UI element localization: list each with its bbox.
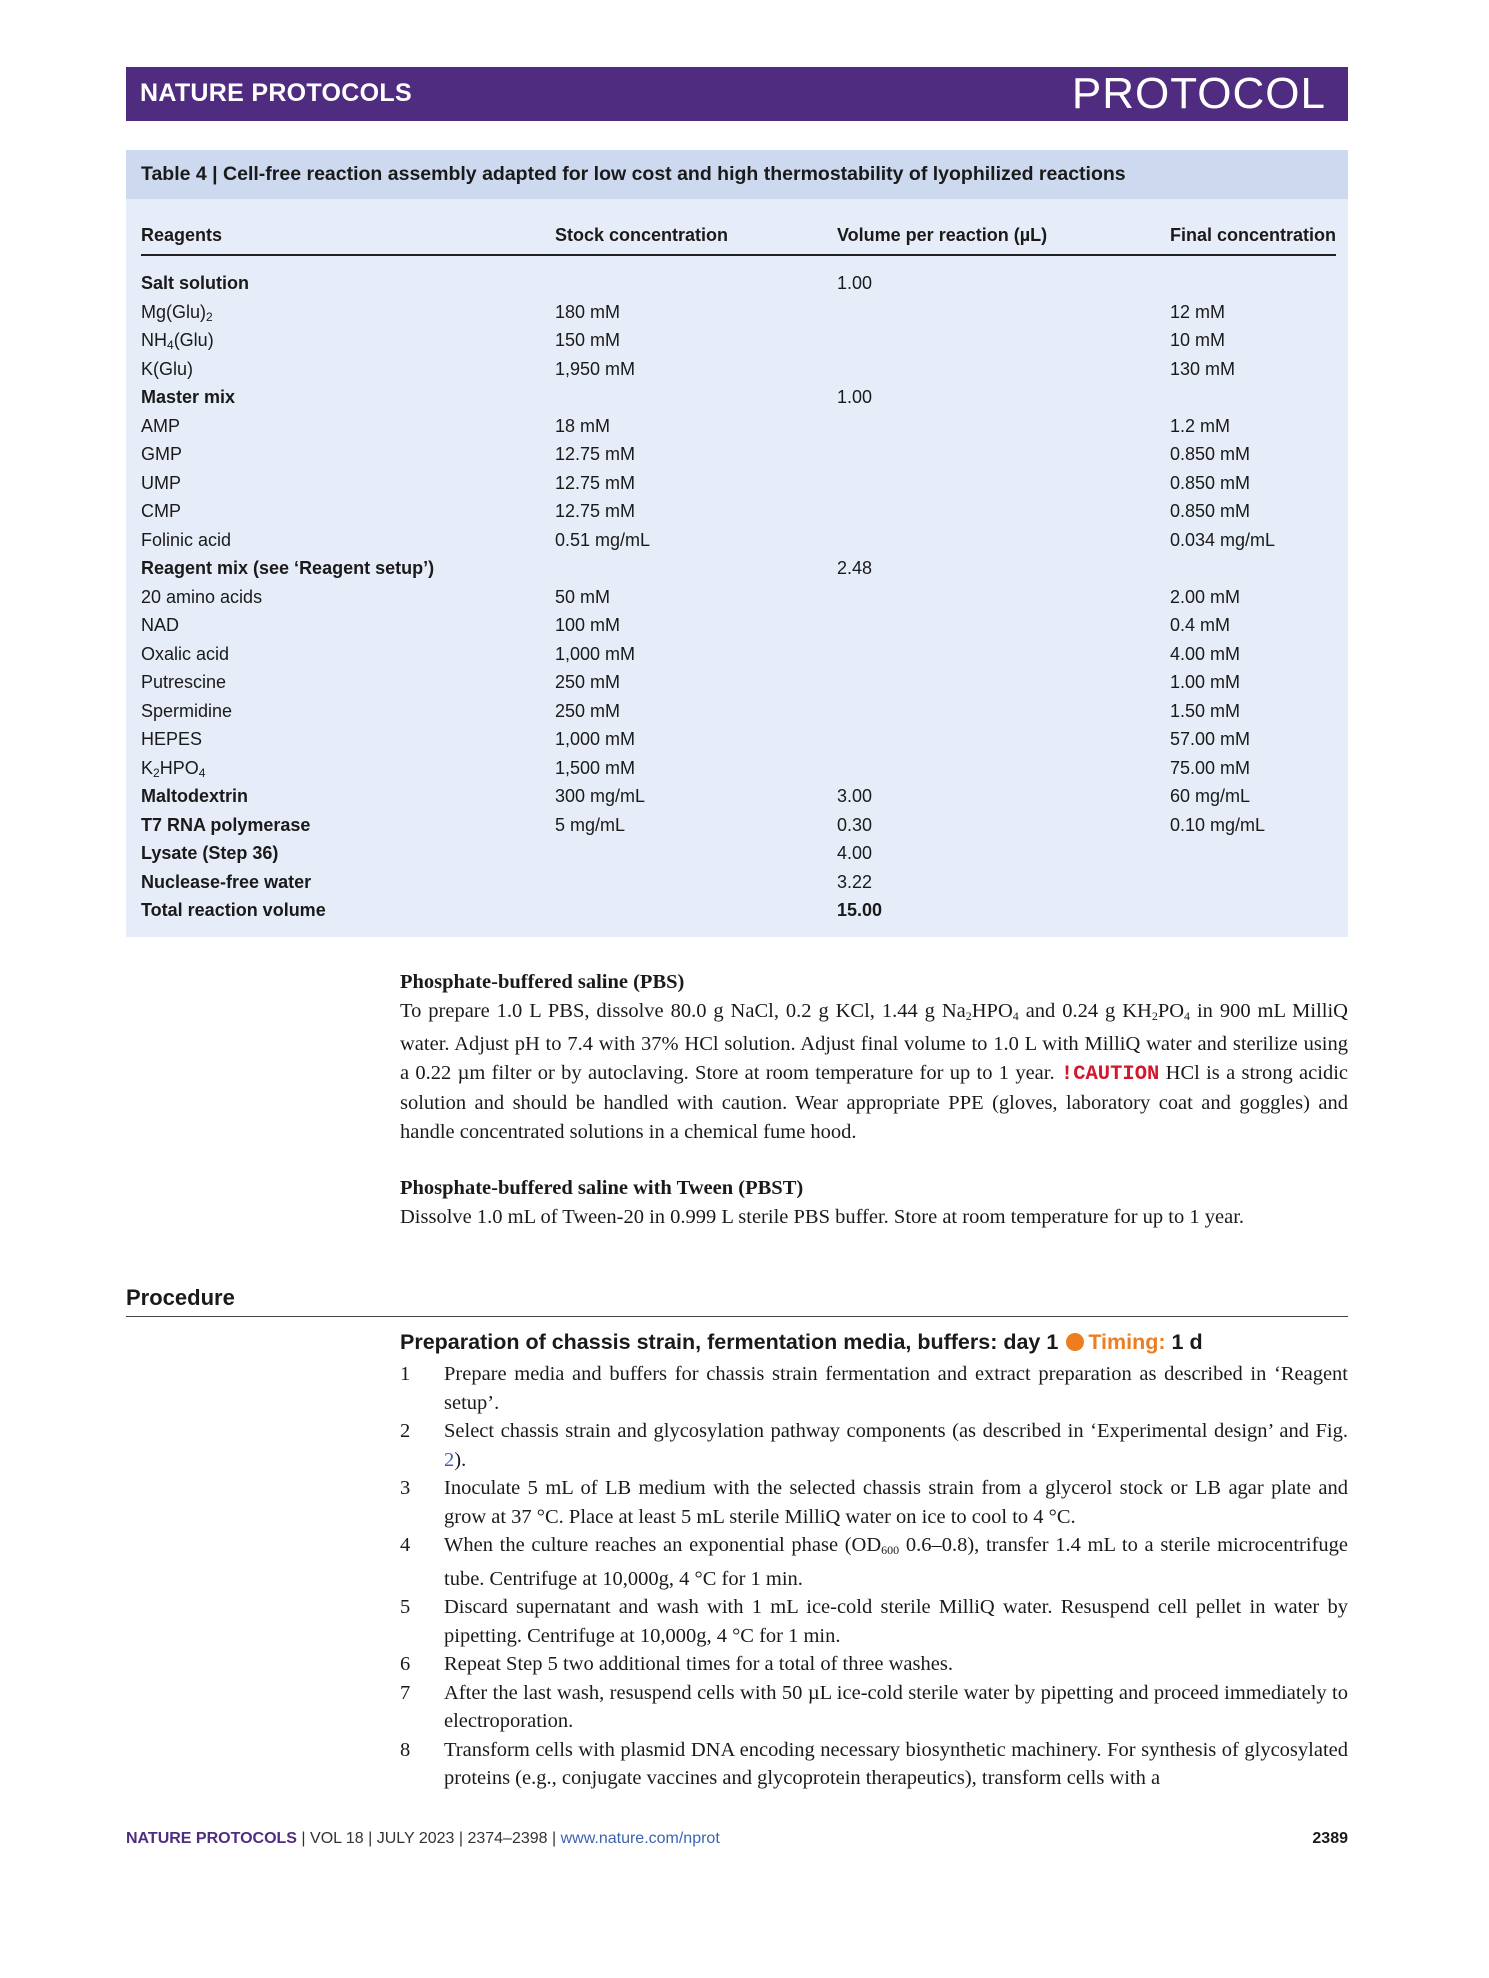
page-number: 2389 [1312, 1830, 1348, 1847]
cell-volume: 0.30 [837, 814, 873, 835]
step-number: 6 [400, 1653, 411, 1675]
page-footer [126, 1830, 1348, 1848]
cell-reagent: K(Glu) [141, 358, 194, 379]
cell-stock: 300 mg/mL [555, 786, 646, 806]
cell-stock: 0.51 mg/mL [555, 529, 651, 550]
procedure-heading: Procedure [126, 1285, 1348, 1317]
pbs-text-part: HCl is a strong acidic solution and should be handled with caution. Wear appropriate PPE (gloves, laboratory coat and goggles) and handle concentrated solutions in a chemical fume hood. [400, 1061, 1348, 1143]
step-text: After the last wash, resuspend cells with 50 µL ice-cold sterile water by pipetting and proceed immediately to electroporation. [444, 1681, 1348, 1732]
cell-stock: 12.75 mM [555, 444, 636, 464]
table-row [126, 470, 1348, 499]
cell-reagent: Folinic acid [141, 529, 232, 550]
figure-link[interactable]: 2 [444, 1448, 455, 1471]
cell-stock: 18 mM [555, 415, 611, 436]
cell-reagent: Reagent mix (see ‘Reagent setup’) [141, 558, 435, 578]
cell-final: 60 mg/mL [1170, 786, 1251, 806]
table-row [126, 897, 1348, 926]
pbs-text-part: in 900 mL MilliQ water. Adjust pH to 7.4 with 37% HCl solution. Adjust final volume to 1.0 L with MilliQ water and sterilize using a 0.22 µm filter or by autoclaving. Store at room temperature for up to 1 year. [400, 999, 1348, 1084]
table-row [126, 270, 1348, 299]
pbs-text-part: To prepare 1.0 L PBS, dissolve 80.0 g NaCl, 0.2 g KCl, 1.44 g Na [400, 999, 966, 1022]
table-row [126, 498, 1348, 527]
table-row [126, 527, 1348, 556]
step-text: Repeat Step 5 two additional times for a total of three washes. [444, 1653, 953, 1675]
step-number: 2 [400, 1420, 411, 1442]
cell-final: 0.10 mg/mL [1170, 814, 1266, 835]
column-header-final: Final concentration [1170, 225, 1337, 245]
table-4 [126, 150, 1348, 937]
table-row [126, 669, 1348, 698]
cell-final: 10 mM [1170, 330, 1226, 350]
timing-label: Timing: [1088, 1330, 1166, 1354]
cell-stock: 12.75 mM [555, 501, 636, 521]
cell-reagent: AMP [141, 415, 181, 436]
subscript: 600 [881, 1543, 900, 1557]
cell-final: 1.50 mM [1170, 700, 1241, 721]
step-number: 1 [400, 1363, 411, 1385]
pbs-text-part: HPO [971, 999, 1013, 1022]
table-row [126, 441, 1348, 470]
step-text: Inoculate 5 mL of LB medium with the selected chassis strain from a glycerol stock or LB agar plate and grow at 37 °C. Place at least 5 mL sterile MilliQ water on ice to cool to 4 °C. [444, 1477, 1348, 1528]
cell-reagent: Nuclease-free water [141, 871, 312, 892]
cell-stock: 250 mM [555, 700, 621, 721]
cell-reagent: CMP [141, 501, 181, 521]
cell-final: 0.4 mM [1170, 615, 1231, 635]
step-text: Prepare media and buffers for chassis strain fermentation and extract preparation as described in ‘Reagent setup’. [444, 1363, 1348, 1414]
table-row [126, 555, 1348, 584]
cell-final: 4.00 mM [1170, 643, 1241, 664]
cell-volume: 3.00 [837, 786, 873, 806]
table-row [126, 384, 1348, 413]
procedure-step [400, 1650, 1348, 1679]
footer-journal: NATURE PROTOCOLS [126, 1830, 297, 1847]
cell-reagent: T7 RNA polymerase [141, 814, 311, 835]
table-row [126, 612, 1348, 641]
cell-stock: 12.75 mM [555, 472, 636, 493]
reagent-setup-pbs [400, 968, 1348, 1231]
table-row [126, 356, 1348, 385]
footer-citation: | VOL 18 | JULY 2023 | 2374–2398 | [296, 1830, 561, 1847]
step-number: 7 [400, 1681, 411, 1704]
table-row [126, 726, 1348, 755]
table-row [126, 755, 1348, 784]
cell-reagent: Spermidine [141, 700, 233, 721]
table-row [126, 812, 1348, 841]
column-header-volume: Volume per reaction (µL) [837, 225, 1048, 245]
cell-reagent: NAD [141, 615, 180, 635]
procedure-step [400, 1736, 1348, 1793]
step-number: 8 [400, 1738, 411, 1761]
cell-final: 0.034 mg/mL [1170, 529, 1276, 550]
cell-reagent: HEPES [141, 729, 203, 749]
cell-volume: 4.00 [837, 843, 873, 863]
step-number: 3 [400, 1477, 411, 1499]
cell-stock: 50 mM [555, 586, 611, 607]
table-row [126, 840, 1348, 869]
timing-dot-icon [1066, 1333, 1084, 1351]
cell-reagent: $NH_4(Glu)$ [141, 330, 214, 352]
table-row [126, 698, 1348, 727]
cell-reagent: GMP [141, 444, 183, 464]
cell-volume: 1.00 [837, 387, 873, 407]
column-header-stock: Stock concentration [555, 225, 729, 245]
cell-reagent: Oxalic acid [141, 643, 230, 664]
step-text: Transform cells with plasmid DNA encoding necessary biosynthetic machinery. For synthesis of glycosylated proteins (e.g., conjugate vaccines and glycoprotein therapeutics), transform cells with a [444, 1738, 1348, 1789]
cell-reagent: Lysate (Step 36) [141, 843, 279, 863]
step-number: 4 [400, 1534, 411, 1556]
table-row [126, 327, 1348, 356]
table-row [126, 869, 1348, 898]
cell-final: 130 mM [1170, 358, 1236, 379]
cell-final: 12 mM [1170, 301, 1226, 322]
cell-reagent: Salt solution [141, 273, 249, 293]
cell-reagent: Master mix [141, 387, 236, 407]
table-row [126, 299, 1348, 328]
cell-stock: 250 mM [555, 672, 621, 692]
cell-final: 0.850 mM [1170, 501, 1251, 521]
cell-stock: 1,950 mM [555, 358, 636, 379]
cell-reagent: Putrescine [141, 672, 227, 692]
pbst-text: Dissolve 1.0 mL of Tween-20 in 0.999 L sterile PBS buffer. Store at room temperature for up to 1 year. [400, 1205, 1245, 1228]
table-row [126, 783, 1348, 812]
cell-reagent: $K_2HPO_4$ [141, 757, 206, 780]
procedure-step [400, 1593, 1348, 1650]
cell-final: 0.850 mM [1170, 444, 1251, 464]
cell-final: 75.00 mM [1170, 757, 1251, 778]
step-text: When the culture reaches an exponential phase ($OD_{600}$ 0.6–0.8), transfer 1.4 mL to a sterile microcentrifuge tube. Centrifuge at 10,000g, 4 °C for 1 min. [444, 1534, 1348, 1590]
pbst-title: Phosphate-buffered saline with Tween (PBST) [400, 1177, 804, 1199]
caution-label: !CAUTION [1060, 1062, 1160, 1086]
cell-reagent: 20 amino acids [141, 586, 263, 607]
table-body [126, 270, 1348, 926]
cell-volume: 3.22 [837, 871, 873, 892]
cell-reagent: Total reaction volume [141, 900, 326, 920]
cell-final: 2.00 mM [1170, 586, 1241, 607]
timing-value: 1 d [1171, 1330, 1203, 1354]
table-row [126, 584, 1348, 613]
procedure-step [400, 1360, 1348, 1417]
cell-stock: 1,000 mM [555, 643, 636, 664]
article-type: PROTOCOL [1071, 69, 1326, 118]
cell-stock: 100 mM [555, 615, 621, 635]
table-header-row [126, 212, 1348, 256]
footer-url-link[interactable]: www.nature.com/nprot [560, 1830, 720, 1847]
cell-stock: 180 mM [555, 301, 621, 322]
section-title-text: Preparation of chassis strain, fermentation media, buffers: day 1 [400, 1330, 1059, 1354]
procedure-step [400, 1531, 1348, 1593]
cell-volume: 15.00 [837, 900, 883, 920]
journal-name: NATURE PROTOCOLS [140, 79, 412, 107]
table-caption: Table 4 | Cell-free reaction assembly adapted for low cost and high thermostability of lyophilized reactions [126, 150, 1348, 199]
procedure-step [400, 1417, 1348, 1474]
procedure-steps [400, 1360, 1348, 1793]
pbs-text: To prepare 1.0 L PBS, dissolve 80.0 g NaCl, 0.2 g KCl, 1.44 g $Na_2HPO_4$ and 0.24 g $KH_2PO_4$ in 900 mL MilliQ water. Adjust pH to 7.4 with 37% HCl solution. Adjust final volume to 1.0 L with MilliQ water and sterilize using a 0.22 µm filter or by autoclaving. Store at room temperature for up to 1 year. !CAUTION HCl is a strong acidic solution and should be handled with caution. Wear appropriate PPE (gloves, laboratory coat and goggles) and handle concentrated solutions in a chemical fume hood. [400, 999, 1348, 1143]
cell-final: 1.2 mM [1170, 415, 1231, 436]
journal-banner [126, 67, 1348, 121]
cell-reagent: Maltodextrin [141, 786, 249, 806]
step-text: Select chassis strain and glycosylation pathway components (as described in ‘Experimental design’ and Fig. 2). [444, 1420, 1348, 1471]
procedure-step [400, 1679, 1348, 1736]
cell-final: 1.00 mM [1170, 672, 1241, 692]
pbs-title: Phosphate-buffered saline (PBS) [400, 971, 685, 993]
column-header-reagents: Reagents [141, 225, 223, 245]
cell-reagent: $Mg(Glu)_2$ [141, 301, 213, 324]
header-rule [141, 254, 1336, 256]
pbs-text-part: PO [1157, 999, 1185, 1022]
cell-stock: 1,500 mM [555, 757, 636, 778]
cell-stock: 150 mM [555, 330, 621, 350]
cell-stock: 1,000 mM [555, 729, 636, 749]
table-row [126, 641, 1348, 670]
cell-final: 57.00 mM [1170, 729, 1251, 749]
cell-final: 0.850 mM [1170, 472, 1251, 493]
step-number: 5 [400, 1596, 411, 1618]
cell-reagent: UMP [141, 472, 181, 493]
cell-volume: 2.48 [837, 558, 873, 578]
step-text: Discard supernatant and wash with 1 mL ice-cold sterile MilliQ water. Resuspend cell pellet in water by pipetting. Centrifuge at 10,000g, 4 °C for 1 min. [444, 1596, 1348, 1647]
table-row [126, 413, 1348, 442]
procedure-step [400, 1474, 1348, 1531]
cell-stock: 5 mg/mL [555, 814, 626, 835]
pbs-text-part: and 0.24 g KH [1018, 999, 1152, 1022]
cell-volume: 1.00 [837, 273, 873, 293]
procedure-section-title [400, 1330, 1203, 1355]
